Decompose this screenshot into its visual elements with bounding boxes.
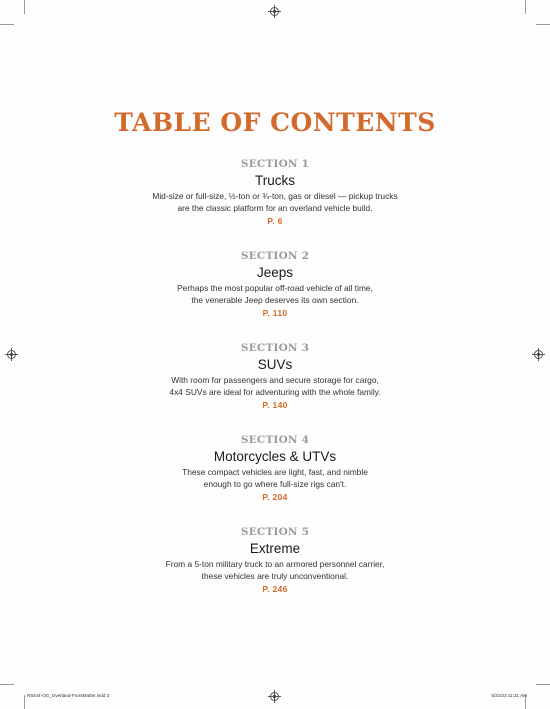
section-description [0, 374, 550, 398]
crop-mark [536, 24, 550, 25]
toc-section-5 [0, 526, 550, 595]
section-label: SECTION 1 [240, 158, 310, 170]
section-name: Extreme [249, 541, 301, 556]
section-description [0, 190, 550, 214]
crop-mark [24, 0, 25, 14]
section-name: SUVs [257, 357, 293, 372]
section-page-number: P. 204 [262, 492, 288, 502]
section-label: SECTION 3 [240, 342, 310, 354]
section-name: Jeeps [256, 265, 294, 280]
section-description [0, 282, 550, 306]
description-line: Mid-size or full-size, ½-ton or ¾-ton, gas or diesel — pickup trucks [152, 191, 398, 201]
toc-section-3 [0, 342, 550, 411]
section-description [0, 466, 550, 490]
section-page-number: P. 246 [262, 584, 288, 594]
description-line: Perhaps the most popular off-road vehicle of all time, [177, 283, 373, 293]
description-line: From a 5-ton military truck to an armored personnel carrier, [165, 559, 385, 569]
section-description [0, 558, 550, 582]
registration-mark-icon [270, 692, 279, 701]
description-line: 4x4 SUVs are ideal for adventuring with the whole family. [169, 387, 381, 397]
crop-mark [525, 0, 526, 14]
section-page-number: P. 6 [267, 216, 283, 226]
section-page-number: P. 110 [262, 308, 288, 318]
crop-mark [24, 695, 25, 709]
section-name: Trucks [255, 173, 295, 188]
registration-mark-icon [270, 7, 279, 16]
toc-section-4 [0, 434, 550, 503]
section-name: Motorcycles & UTVs [213, 449, 337, 464]
slug-filename: R8444-OG_Overland-FrontMatter.indd 3 [27, 693, 110, 698]
section-label: SECTION 5 [240, 526, 310, 538]
slug-timestamp: 5/31/23 11:31 AM [491, 693, 527, 698]
crop-mark [0, 24, 14, 25]
description-line: These compact vehicles are light, fast, and nimble [182, 467, 368, 477]
description-line: enough to go where full-size rigs can't. [203, 479, 347, 489]
crop-mark [536, 684, 550, 685]
page-title: TABLE OF CONTENTS [114, 108, 436, 137]
description-line: are the classic platform for an overland vehicle build. [177, 203, 373, 213]
toc-section-2 [0, 250, 550, 319]
toc-section-1 [0, 158, 550, 227]
section-label: SECTION 2 [240, 250, 310, 262]
description-line: With room for passengers and secure storage for cargo, [171, 375, 379, 385]
crop-mark [0, 684, 14, 685]
description-line: these vehicles are truly unconventional. [201, 571, 349, 581]
section-page-number: P. 140 [262, 400, 288, 410]
description-line: the venerable Jeep deserves its own section. [191, 295, 359, 305]
section-label: SECTION 4 [240, 434, 310, 446]
